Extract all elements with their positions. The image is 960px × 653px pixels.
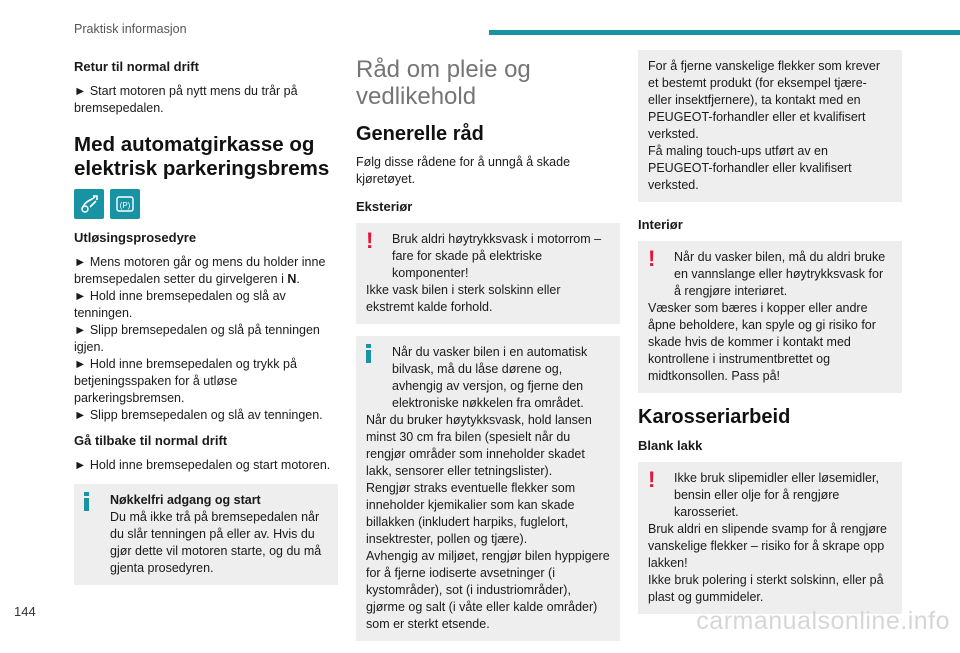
- heading-care: Råd om pleie og vedlikehold: [356, 56, 531, 110]
- parking-brake-icon: [110, 189, 140, 219]
- info-title: Nøkkelfri adgang og start: [110, 493, 261, 507]
- paragraph-intro: Følg disse rådene for å unngå å skade kjøretøyet.: [356, 155, 571, 186]
- step-3: ► Slipp bremsepedalen og slå på tenningen igjen.: [74, 323, 320, 354]
- step-2: ► Hold inne bremsepedalen og slå av tenningen.: [74, 289, 286, 320]
- heading-bodywork: Karosseriarbeid: [638, 406, 791, 428]
- subheading-return-normal: Retur til normal drift: [74, 59, 199, 74]
- step-4: ► Hold inne bremsepedalen og trykk på betjeningsspaken for å utløse parkeringsbremsen.: [74, 357, 297, 405]
- warning-box-interior: ! Når du vasker bilen, må du aldri bruke en vannslange eller høytrykksvask for å rengjøre interiøret. Væsker som bæres i kopper eller andre åpne beholdere, kan spyle og gi risiko for skade hvis de kommer i kontakt med kontrollene i instrumentbrettet og midtkonsollen. Pass på!: [638, 241, 902, 393]
- subheading-gloss-paint: Blank lakk: [638, 438, 703, 453]
- column-1: [74, 50, 338, 597]
- note-box-stains: For å fjerne vanskelige flekker som krever et bestemt produkt (for eksempel tjære- eller insektfjernere), ta kontakt med en PEUGEOT-forhandler eller et kvalifisert verksted. Få maling touch-ups utført av en PEUGEOT-forhandler eller kvalifisert verksted.: [638, 50, 902, 202]
- warning-icon: !: [366, 228, 374, 253]
- heading-general: Generelle råd: [356, 123, 484, 145]
- svg-text:(P): (P): [119, 201, 131, 210]
- warning-icon: !: [648, 467, 656, 492]
- subheading-release: Utløsingsprosedyre: [74, 230, 197, 245]
- subheading-exterior: Eksteriør: [356, 199, 413, 214]
- gearbox-hand-icon: [74, 189, 104, 219]
- header-accent-bar: [489, 30, 960, 35]
- step-5: ► Slipp bremsepedalen og slå av tenningen.: [74, 408, 323, 422]
- info-icon: [84, 491, 96, 511]
- subheading-back-normal: Gå tilbake til normal drift: [74, 433, 228, 448]
- subheading-interior: Interiør: [638, 217, 683, 232]
- running-header: Praktisk informasjon: [74, 22, 187, 36]
- warning-box-paint: ! Ikke bruk slipemidler eller løsemidler, bensin eller olje for å rengjøre karosseriet. Bruk aldri en slipende svamp for å rengjøre vanskelige flekker – risiko for å skrape opp lakken! Ikke bruk polering i sterkt solskinn, eller på plast og gummideler.: [638, 462, 902, 614]
- paragraph-start-engine: ► Hold inne bremsepedalen og start motoren.: [74, 458, 331, 472]
- info-box-washing: Når du vasker bilen i en automatisk bilvask, må du låse dørene og, avhengig av versjon, og fjerne den elektroniske nøkkelen fra området. Når du bruker høytykksvask, hold lansen minst 30 cm fra bilen (spesielt når du rengjør områder som inneholder skadet lakk, sensorer eller tetningslister). Rengjør straks eventuelle flekker som inneholder kjemikalier som kan skade billakken (inkludert harpiks, fuglelort, insektrester, pollen og tjære). Avhengig av miljøet, rengjør bilen hyppigere for å fjerne iodiserte avsetninger (i kystområder), sot (i industriområder), gjørme og salt (i våte eller kalde områder) som er sterkt etsende.: [356, 336, 620, 641]
- page-number: 144: [14, 604, 36, 619]
- step-1: ► Mens motoren går og mens du holder inne bremsepedalen setter du girvelgeren i N.: [74, 255, 326, 286]
- info-icon: [366, 343, 378, 363]
- column-3: [638, 50, 902, 626]
- column-2: [356, 50, 620, 653]
- paragraph-restart: ► Start motoren på nytt mens du trår på bremsepedalen.: [74, 84, 298, 115]
- watermark: carmanualsonline.info: [696, 607, 950, 635]
- warning-icon: !: [648, 246, 656, 271]
- info-box-keyless: [74, 484, 338, 585]
- info-text: Du må ikke trå på bremsepedalen når du slår tenningen på eller av. Hvis du gjør dette vil motoren starte, og du må gjenta prosedyren.: [110, 510, 322, 575]
- heading-automatic: Med automatgirkasse og elektrisk parkeringsbrems: [74, 133, 330, 180]
- warning-box-exterior: ! Bruk aldri høytrykksvask i motorrom – fare for skade på elektriske komponenter! Ikke vask bilen i sterk solskinn eller ekstremt kalde forhold.: [356, 223, 620, 324]
- icon-row: [74, 189, 338, 219]
